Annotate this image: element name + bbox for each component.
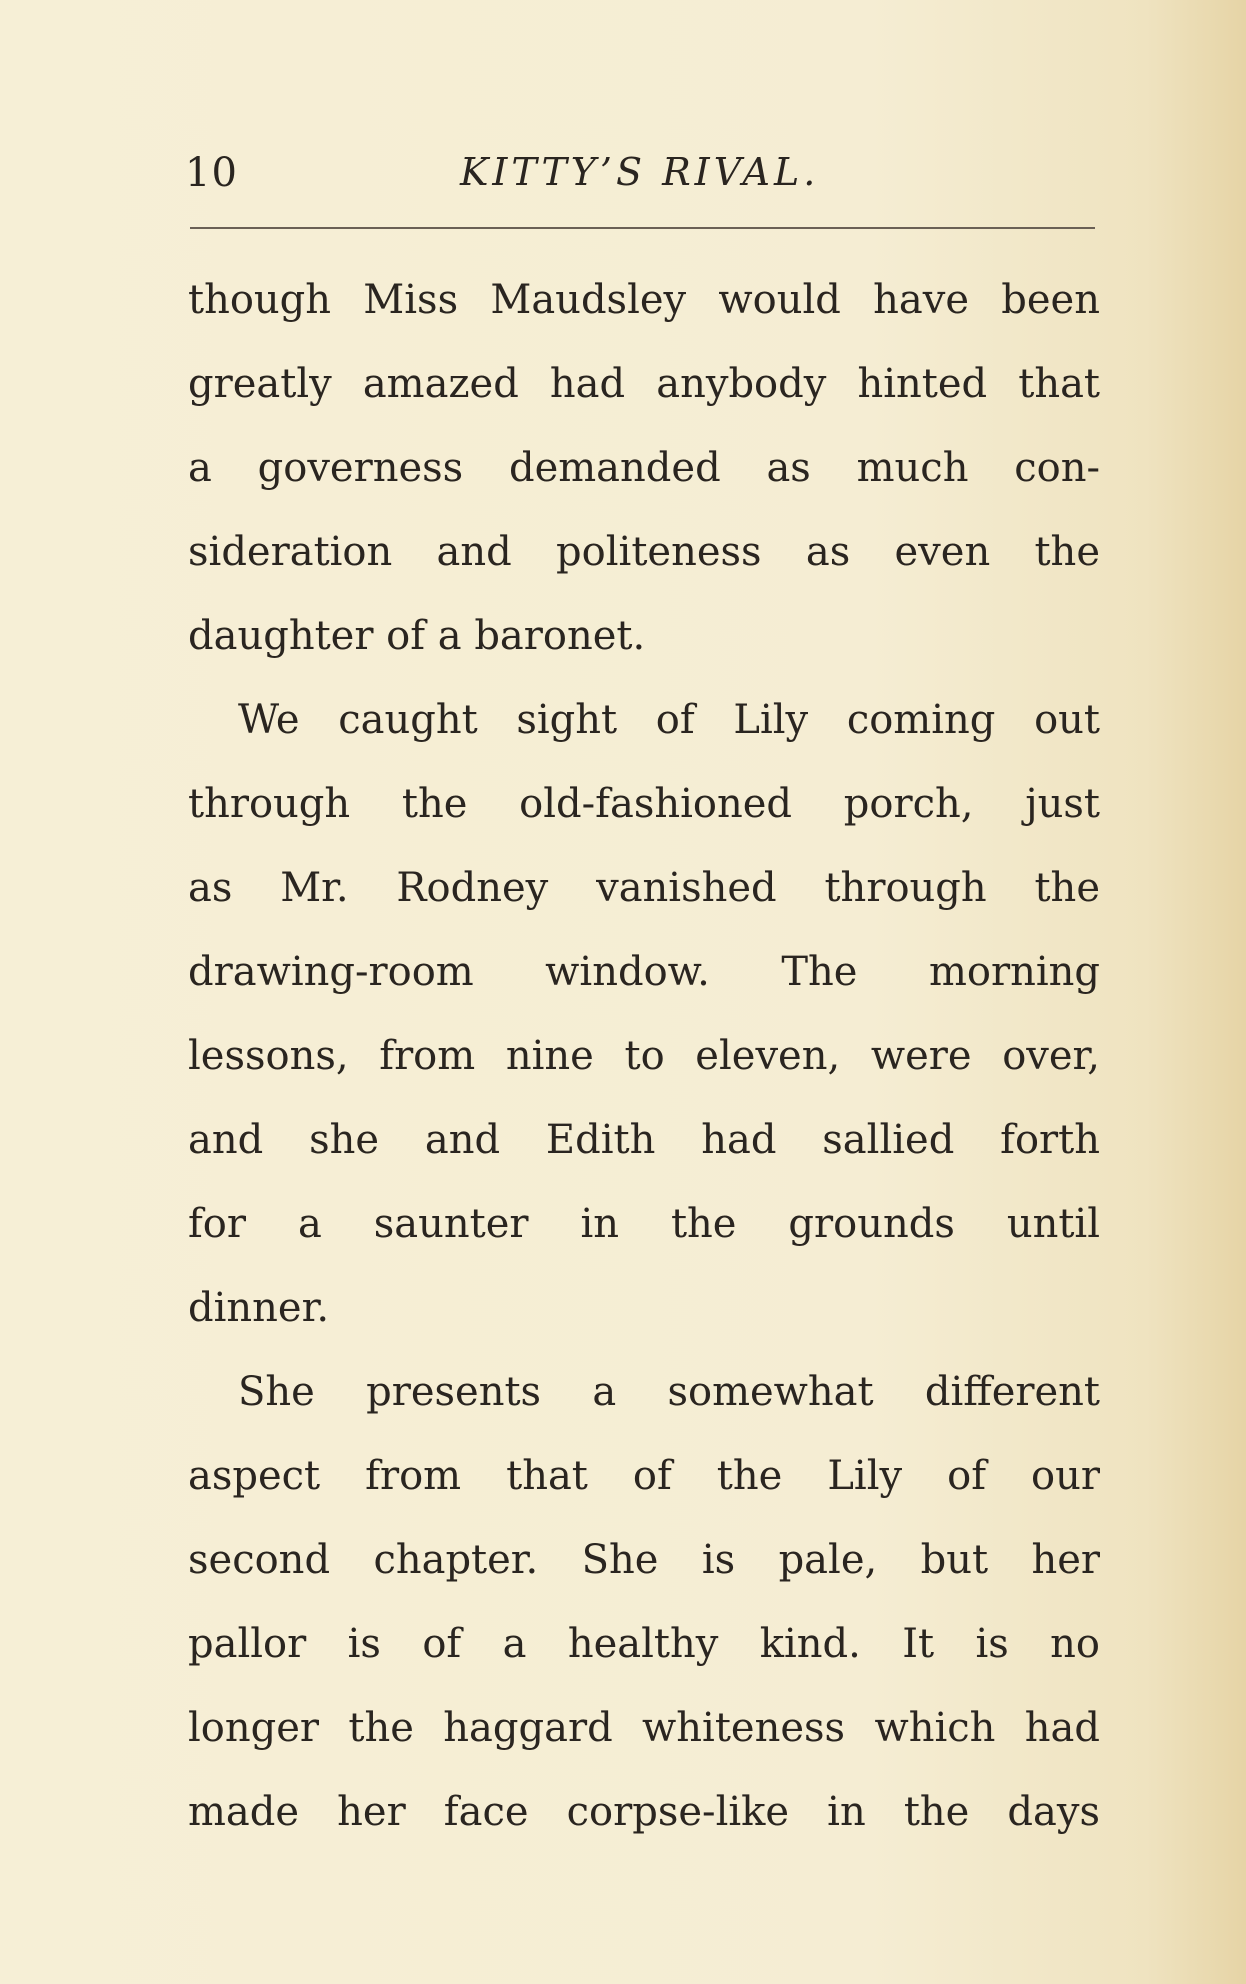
text-line: and she and Edith had sallied forth [188,1117,1100,1163]
text-line: for a saunter in the grounds until [188,1201,1100,1247]
text-line: made her face corpse-like in the days [188,1789,1100,1835]
text-line: through the old-fashioned porch, just [188,781,1100,827]
text-line: longer the haggard whiteness which had [188,1705,1100,1751]
page-number: 10 [185,150,238,196]
header-rule [190,227,1095,229]
text-line: aspect from that of the Lily of our [188,1453,1100,1499]
text-line: greatly amazed had anybody hinted that [188,361,1100,407]
text-line: daughter of a baronet. [188,613,646,659]
text-line: dinner. [188,1285,330,1331]
text-line: We caught sight of Lily coming out [238,697,1100,743]
text-line: though Miss Maudsley would have been [188,277,1100,323]
text-line: pallor is of a healthy kind. It is no [188,1621,1100,1667]
text-line: a governess demanded as much con- [188,445,1100,491]
text-line: second chapter. She is pale, but her [188,1537,1100,1583]
text-line: sideration and politeness as even the [188,529,1100,575]
text-line: as Mr. Rodney vanished through the [188,865,1100,911]
body-text [188,258,1100,1854]
text-line: She presents a somewhat different [238,1369,1100,1415]
text-line: lessons, from nine to eleven, were over, [188,1033,1100,1079]
running-title: KITTY’S RIVAL. [460,150,820,194]
text-line: drawing-room window. The morning [188,949,1100,995]
